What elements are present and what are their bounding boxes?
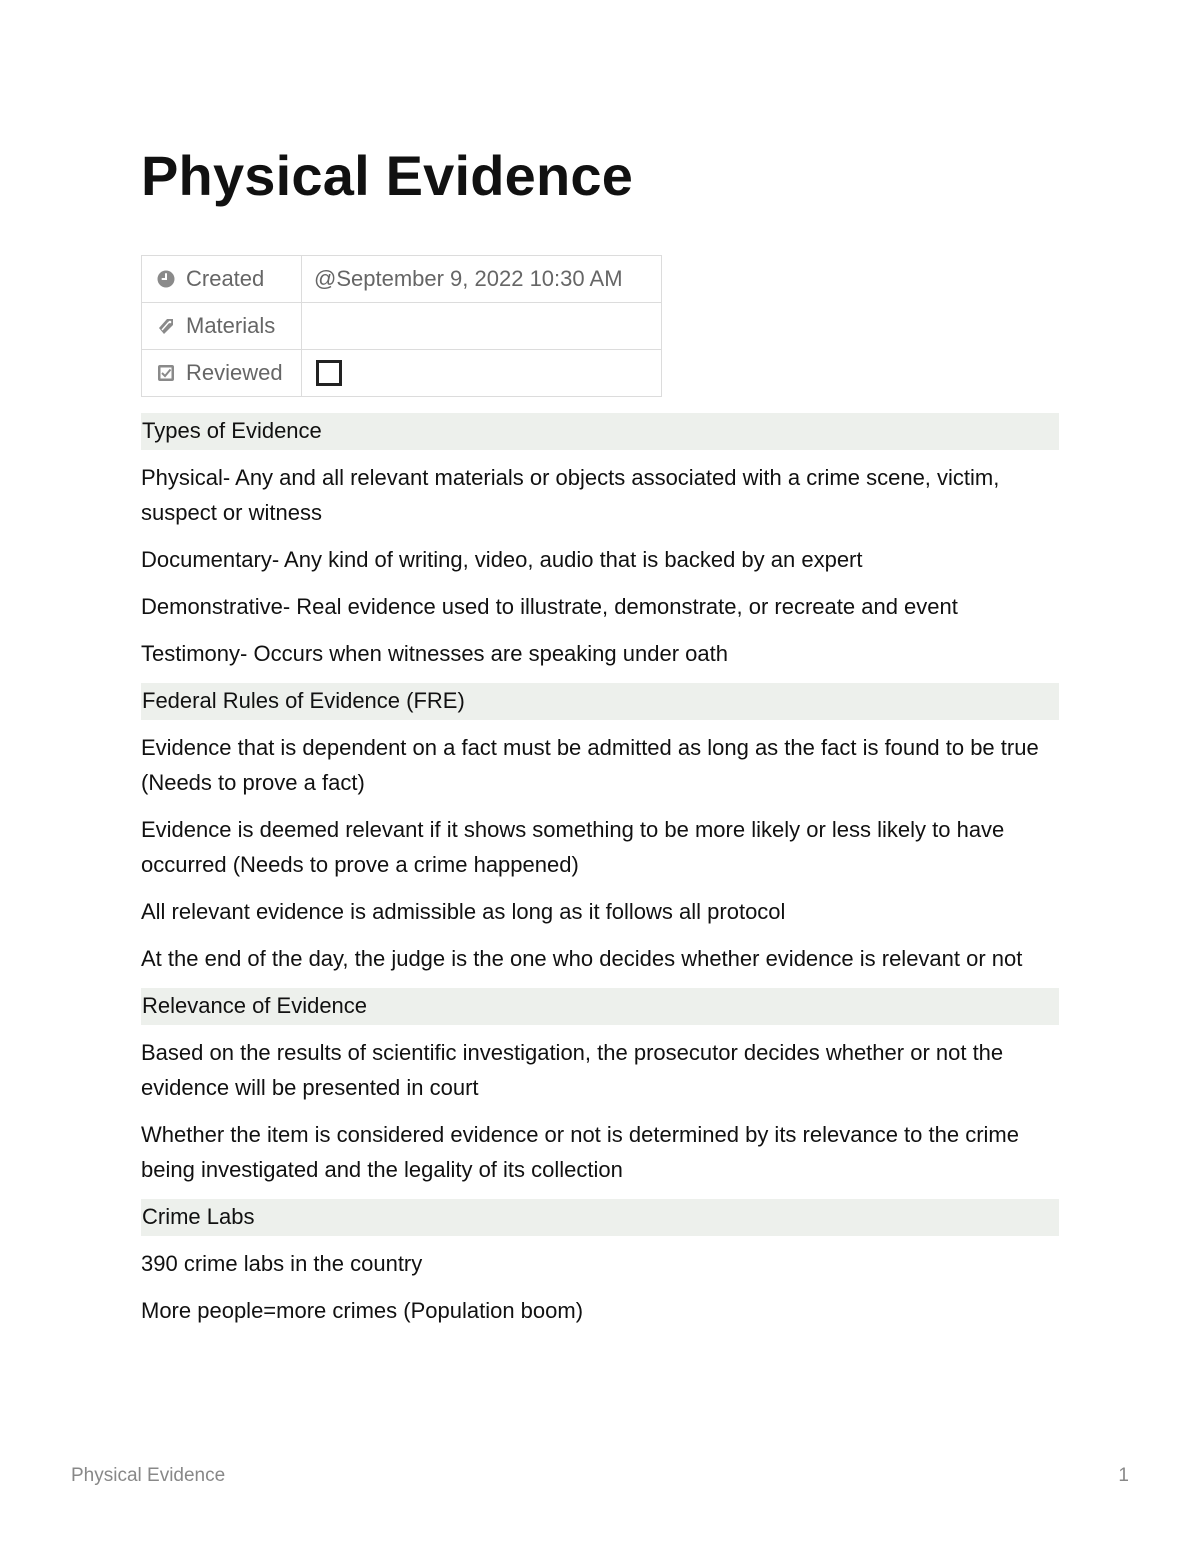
property-row-materials <box>142 303 662 350</box>
footer-title: Physical Evidence <box>71 1465 226 1486</box>
section-heading: Relevance of Evidence <box>141 988 1059 1025</box>
section-heading: Crime Labs <box>141 1199 1059 1236</box>
document-body <box>141 413 1059 1340</box>
property-label: Materials <box>186 313 276 338</box>
paragraph: Documentary- Any kind of writing, video, audio that is backed by an expert <box>141 547 863 572</box>
paragraph: Based on the results of scientific investigation, the prosecutor decides whether or not the evidence will be presented in court <box>141 1040 1004 1100</box>
paragraph: Demonstrative- Real evidence used to illustrate, demonstrate, or recreate and event <box>141 594 958 619</box>
paragraph: 390 crime labs in the country <box>141 1251 423 1276</box>
clock-icon <box>156 269 176 289</box>
property-row-reviewed <box>142 350 662 397</box>
properties-table <box>141 255 662 397</box>
paragraph: Whether the item is considered evidence or not is determined by its relevance to the crime being investigated and the legality of its collection <box>141 1122 1019 1182</box>
paragraph: Physical- Any and all relevant materials or objects associated with a crime scene, victim, suspect or witness <box>141 465 1000 525</box>
paragraph: All relevant evidence is admissible as long as it follows all protocol <box>141 899 786 924</box>
section-heading: Types of Evidence <box>141 413 1059 450</box>
paragraph: Evidence that is dependent on a fact must be admitted as long as the fact is found to be true (Needs to prove a fact) <box>141 735 1039 795</box>
property-value-reviewed <box>302 350 662 397</box>
property-row-created <box>142 256 662 303</box>
section-heading: Federal Rules of Evidence (FRE) <box>141 683 1059 720</box>
property-key-created <box>142 256 302 303</box>
page-title: Physical Evidence <box>141 144 634 207</box>
property-value-materials[interactable] <box>302 303 662 350</box>
paragraph: Evidence is deemed relevant if it shows something to be more likely or less likely to have occurred (Needs to prove a crime happened) <box>141 817 1005 877</box>
property-key-reviewed <box>142 350 302 397</box>
tag-icon <box>156 316 176 336</box>
paragraph: At the end of the day, the judge is the one who decides whether evidence is relevant or not <box>141 946 1023 971</box>
property-label: Reviewed <box>186 360 283 385</box>
reviewed-checkbox[interactable] <box>316 360 342 386</box>
page-number: 1 <box>1118 1465 1129 1486</box>
property-value-created[interactable]: @September 9, 2022 10:30 AM <box>302 256 662 303</box>
checkbox-icon <box>156 363 176 383</box>
paragraph: More people=more crimes (Population boom) <box>141 1298 584 1323</box>
paragraph: Testimony- Occurs when witnesses are speaking under oath <box>141 641 728 666</box>
property-label: Created <box>186 266 265 291</box>
property-key-materials <box>142 303 302 350</box>
